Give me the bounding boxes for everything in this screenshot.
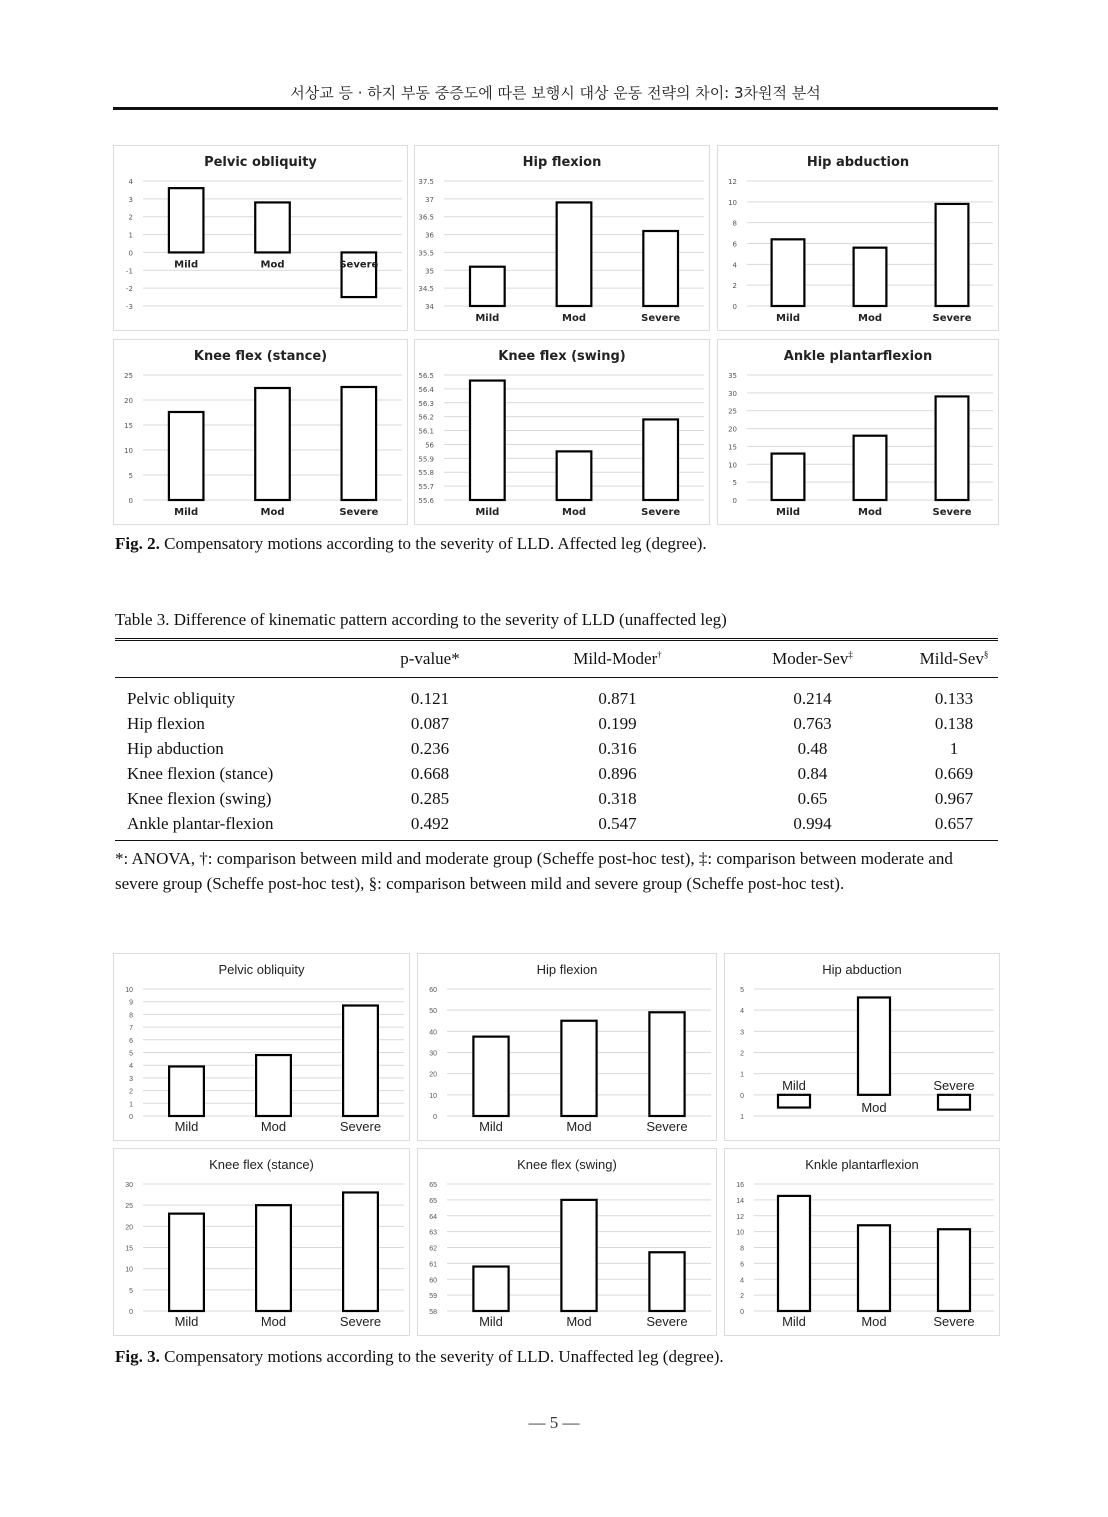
y-tick-label: 20 bbox=[728, 425, 737, 434]
y-tick-label: 0 bbox=[732, 303, 737, 311]
table-cell-label: Pelvic obliquity bbox=[127, 688, 236, 708]
y-tick-label: 35 bbox=[425, 267, 434, 276]
bar bbox=[858, 997, 890, 1094]
chart-title: Knkle plantarflexion bbox=[805, 1157, 919, 1172]
x-category-label: Mild bbox=[174, 259, 199, 271]
header-rule bbox=[113, 107, 998, 110]
y-tick-label: 7 bbox=[129, 1025, 133, 1033]
table-row bbox=[115, 711, 998, 736]
x-category-label: Mod bbox=[260, 1119, 287, 1134]
x-category-label: Mild bbox=[174, 507, 199, 518]
y-tick-label: 30 bbox=[728, 389, 737, 398]
y-tick-label: 61 bbox=[429, 1261, 437, 1269]
table-row bbox=[115, 811, 998, 841]
y-tick-label: 0 bbox=[128, 497, 133, 505]
y-tick-label: 6 bbox=[732, 240, 737, 249]
bar bbox=[936, 396, 969, 500]
chart-title: Hip flexion bbox=[536, 962, 598, 977]
y-tick-label: 1 bbox=[129, 1101, 133, 1109]
bar bbox=[470, 267, 505, 306]
table-cell: 0.763 bbox=[793, 713, 832, 733]
x-category-label: Mod bbox=[260, 259, 285, 271]
bar bbox=[561, 1021, 596, 1116]
y-tick-label: 58 bbox=[429, 1309, 437, 1316]
bar bbox=[470, 381, 505, 500]
bar bbox=[561, 1200, 596, 1311]
y-tick-label: 56.4 bbox=[418, 385, 434, 394]
bar-chart bbox=[417, 1148, 717, 1336]
table-cell: 0.967 bbox=[934, 788, 974, 808]
y-tick-label: 0 bbox=[433, 1114, 437, 1121]
bar bbox=[778, 1196, 810, 1311]
bar bbox=[854, 436, 887, 500]
y-tick-label: 50 bbox=[429, 1008, 437, 1016]
bar-chart bbox=[113, 339, 408, 525]
x-category-label: Mild bbox=[475, 507, 500, 518]
y-tick-label: 30 bbox=[125, 1182, 133, 1189]
y-tick-label: 0 bbox=[732, 497, 737, 505]
y-tick-label: 55.9 bbox=[418, 455, 434, 464]
y-tick-label: 25 bbox=[728, 407, 737, 416]
chart-title: Knee flex (swing) bbox=[517, 1157, 617, 1172]
y-tick-label: 55.6 bbox=[418, 497, 434, 505]
table-cell-label: Knee flexion (swing) bbox=[127, 788, 272, 808]
y-tick-label: 40 bbox=[429, 1029, 437, 1037]
bar bbox=[938, 1095, 970, 1110]
chart-panel bbox=[717, 145, 999, 331]
chart-panel bbox=[113, 1148, 410, 1336]
y-tick-label: 5 bbox=[129, 1287, 133, 1295]
y-tick-label: 14 bbox=[736, 1197, 744, 1205]
table-cell: 0.236 bbox=[410, 738, 450, 758]
chart-title: Hip abduction bbox=[822, 962, 902, 977]
y-tick-label: 20 bbox=[429, 1071, 437, 1079]
bar bbox=[778, 1095, 810, 1108]
bar-chart bbox=[724, 1148, 1000, 1336]
y-tick-label: 63 bbox=[429, 1229, 437, 1237]
bar bbox=[343, 1006, 378, 1116]
y-tick-label: 34.5 bbox=[418, 285, 434, 294]
table-cell: 0.896 bbox=[598, 763, 637, 783]
chart-title: Knee flex (stance) bbox=[209, 1157, 314, 1172]
figure-caption bbox=[115, 534, 707, 554]
y-tick-label: 4 bbox=[732, 261, 737, 270]
bar bbox=[649, 1252, 684, 1311]
chart-title: Pelvic obliquity bbox=[204, 155, 317, 170]
table-header-label: Mild-Moder bbox=[573, 649, 658, 668]
bar bbox=[938, 1229, 970, 1311]
chart-title: Knee flex (swing) bbox=[498, 349, 626, 364]
table-header-label: Mild-Sev bbox=[919, 649, 984, 668]
y-tick-label: 20 bbox=[125, 1224, 133, 1232]
table-cell: 0.214 bbox=[793, 688, 832, 708]
table-cell: 0.669 bbox=[934, 763, 974, 783]
y-tick-label: 59 bbox=[429, 1293, 437, 1301]
table-header-cell bbox=[340, 640, 520, 678]
bar bbox=[256, 1055, 291, 1116]
bar-chart bbox=[113, 1148, 410, 1336]
table-cell: 0.285 bbox=[410, 788, 450, 808]
table-header-empty bbox=[115, 640, 340, 678]
table-row bbox=[115, 736, 998, 761]
figure-label: Fig. 3. bbox=[115, 1347, 160, 1366]
y-tick-label: 30 bbox=[429, 1050, 437, 1058]
bar-chart bbox=[717, 145, 999, 331]
chart-panel bbox=[414, 145, 710, 331]
table-cell: 0.668 bbox=[410, 763, 450, 783]
y-tick-label: 8 bbox=[129, 1012, 133, 1020]
y-tick-label: 1 bbox=[128, 231, 133, 240]
x-category-label: Mild bbox=[776, 313, 800, 324]
bar bbox=[936, 204, 969, 306]
chart-panel bbox=[113, 145, 408, 331]
bar bbox=[256, 1205, 291, 1311]
x-category-label: Severe bbox=[339, 1119, 382, 1134]
table-header-row bbox=[115, 640, 998, 678]
table-header-label: p-value* bbox=[400, 649, 460, 668]
table-cell: 0.84 bbox=[797, 763, 828, 783]
table-cell: 0.657 bbox=[910, 811, 998, 841]
bar bbox=[169, 412, 204, 500]
x-category-label: Severe bbox=[646, 1119, 688, 1134]
y-tick-label: 5 bbox=[740, 987, 744, 994]
bar bbox=[643, 419, 678, 500]
table-header-mark: § bbox=[983, 649, 989, 660]
x-category-label: Mod bbox=[260, 1314, 287, 1329]
bar-chart bbox=[113, 145, 408, 331]
x-category-label: Severe bbox=[646, 1314, 688, 1329]
y-tick-label: 9 bbox=[129, 999, 133, 1007]
table-row bbox=[115, 761, 998, 786]
chart-panel bbox=[724, 953, 1000, 1141]
bar bbox=[643, 231, 678, 306]
y-tick-label: -2 bbox=[126, 285, 133, 294]
bar-chart bbox=[113, 953, 410, 1141]
figure-caption-text: Compensatory motions according to the severity of LLD. Unaffected leg (degree). bbox=[164, 1347, 724, 1366]
y-tick-label: 64 bbox=[429, 1213, 437, 1221]
y-tick-label: 4 bbox=[740, 1277, 744, 1285]
table-header-cell bbox=[520, 640, 715, 678]
y-tick-label: 56.2 bbox=[418, 413, 434, 422]
y-tick-label: 0 bbox=[740, 1092, 744, 1100]
y-tick-label: 2 bbox=[732, 282, 737, 291]
x-category-label: Severe bbox=[339, 259, 379, 271]
x-category-label: Severe bbox=[932, 313, 972, 324]
x-category-label: Mild bbox=[479, 1314, 503, 1329]
x-category-label: Mild bbox=[174, 1119, 199, 1134]
chart-panel bbox=[717, 339, 999, 525]
table-cell: 0.871 bbox=[598, 688, 637, 708]
y-tick-label: 3 bbox=[128, 195, 133, 204]
chart-title: Hip abduction bbox=[806, 155, 910, 170]
y-tick-label: 10 bbox=[736, 1229, 744, 1237]
x-category-label: Mod bbox=[858, 507, 882, 518]
table-footnote: *: ANOVA, †: comparison between mild and moderate group (Scheffe post-hoc test), ‡: comparison between moderate and severe group (Scheffe post-hoc test), §: comparison between mild and severe group (Scheffe post-hoc test). bbox=[115, 849, 953, 893]
y-tick-label: 5 bbox=[128, 472, 133, 480]
y-tick-label: 37 bbox=[425, 195, 434, 204]
y-tick-label: 5 bbox=[129, 1050, 133, 1058]
y-tick-label: 10 bbox=[728, 198, 737, 207]
bar bbox=[342, 387, 377, 500]
bar-chart bbox=[417, 953, 717, 1141]
bar bbox=[557, 202, 592, 306]
x-category-label: Mod bbox=[566, 1119, 592, 1134]
y-tick-label: 37.5 bbox=[418, 178, 434, 186]
table-cell: 0.547 bbox=[520, 811, 715, 841]
y-tick-label: 10 bbox=[728, 461, 737, 470]
table-cell: 0.492 bbox=[340, 811, 520, 841]
y-tick-label: 35 bbox=[728, 372, 737, 380]
x-category-label: Mod bbox=[861, 1314, 887, 1329]
y-tick-label: -1 bbox=[126, 267, 133, 276]
x-category-label: Mild bbox=[174, 1314, 199, 1329]
y-tick-label: 6 bbox=[740, 1261, 744, 1269]
y-tick-label: 0 bbox=[129, 1309, 133, 1316]
figure-caption-text: Compensatory motions according to the severity of LLD. Affected leg (degree). bbox=[164, 534, 707, 553]
bar bbox=[255, 388, 290, 500]
y-tick-label: 3 bbox=[129, 1075, 133, 1083]
y-tick-label: 12 bbox=[736, 1213, 744, 1221]
y-tick-label: 0 bbox=[740, 1309, 744, 1316]
x-category-label: Severe bbox=[933, 1077, 975, 1093]
x-category-label: Mild bbox=[782, 1077, 806, 1093]
table-cell: 0.121 bbox=[410, 688, 450, 708]
y-tick-label: 10 bbox=[124, 447, 133, 455]
y-tick-label: 56.3 bbox=[418, 399, 434, 408]
x-category-label: Mild bbox=[479, 1119, 503, 1134]
y-tick-label: 15 bbox=[125, 1245, 133, 1253]
x-category-label: Mild bbox=[776, 507, 800, 518]
y-tick-label: 60 bbox=[429, 987, 437, 994]
y-tick-label: 36 bbox=[425, 231, 434, 240]
x-category-label: Mod bbox=[858, 313, 882, 324]
y-tick-label: 62 bbox=[429, 1245, 437, 1253]
y-tick-label: 65 bbox=[429, 1197, 437, 1205]
page-number: — 5 — bbox=[528, 1413, 580, 1432]
y-tick-label: 2 bbox=[740, 1293, 744, 1301]
table-header-cell bbox=[910, 640, 998, 678]
y-tick-label: 12 bbox=[728, 178, 737, 186]
y-tick-label: 0 bbox=[128, 249, 133, 258]
y-tick-label: 56.1 bbox=[418, 427, 434, 436]
table-row bbox=[115, 786, 998, 811]
y-tick-label: 15 bbox=[124, 422, 133, 430]
chart-panel bbox=[417, 1148, 717, 1336]
table-cell: 0.65 bbox=[797, 788, 828, 808]
bar-chart bbox=[414, 145, 710, 331]
y-tick-label: 0 bbox=[129, 1114, 133, 1121]
kinematic-table bbox=[115, 638, 998, 841]
bar-chart bbox=[717, 339, 999, 525]
x-category-label: Mod bbox=[861, 1099, 887, 1115]
y-tick-label: 6 bbox=[129, 1037, 133, 1045]
bar bbox=[854, 248, 887, 306]
y-tick-label: 35.5 bbox=[418, 249, 434, 258]
chart-panel bbox=[414, 339, 710, 525]
y-tick-label: 10 bbox=[125, 1266, 133, 1274]
table-header-label: Moder-Sev bbox=[772, 649, 849, 668]
table-cell: 1 bbox=[949, 738, 959, 758]
y-tick-label: 4 bbox=[128, 178, 133, 186]
y-tick-label: 56 bbox=[425, 441, 434, 450]
bar bbox=[473, 1037, 508, 1116]
x-category-label: Mod bbox=[566, 1314, 592, 1329]
running-header: 서상교 등 · 하지 부동 중증도에 따른 보행시 대상 운동 전략의 차이: 3차원적 분석 bbox=[290, 84, 821, 102]
y-tick-label: 34 bbox=[425, 303, 434, 311]
bar bbox=[343, 1192, 378, 1311]
table-header-cell bbox=[715, 640, 910, 678]
y-tick-label: 2 bbox=[129, 1088, 133, 1096]
bar bbox=[557, 451, 592, 500]
table-cell: 0.199 bbox=[598, 713, 637, 733]
y-tick-label: 15 bbox=[728, 443, 737, 452]
x-category-label: Severe bbox=[641, 313, 681, 324]
table-cell: 0.087 bbox=[410, 713, 450, 733]
table-caption: Table 3. Difference of kinematic pattern according to the severity of LLD (unaffected leg) bbox=[115, 610, 727, 629]
bar bbox=[772, 239, 805, 306]
y-tick-label: 3 bbox=[740, 1029, 744, 1037]
y-tick-label: 1 bbox=[740, 1114, 744, 1121]
y-tick-label: 5 bbox=[732, 479, 737, 488]
y-tick-label: 10 bbox=[125, 987, 133, 994]
x-category-label: Mod bbox=[562, 313, 586, 324]
y-tick-label: 25 bbox=[125, 1203, 133, 1211]
chart-panel bbox=[113, 339, 408, 525]
x-category-label: Severe bbox=[932, 507, 972, 518]
table-row bbox=[115, 678, 998, 712]
y-tick-label: 25 bbox=[124, 372, 133, 380]
y-tick-label: 65 bbox=[429, 1182, 437, 1189]
table-cell: 0.138 bbox=[934, 713, 974, 733]
bar bbox=[649, 1012, 684, 1116]
bar bbox=[169, 188, 204, 252]
figure-caption bbox=[115, 1347, 724, 1367]
bar bbox=[255, 202, 290, 252]
y-tick-label: 2 bbox=[128, 213, 133, 222]
table-cell-label: Hip flexion bbox=[127, 713, 205, 733]
table-header-mark: ‡ bbox=[848, 649, 853, 660]
y-tick-label: 10 bbox=[429, 1092, 437, 1100]
chart-panel bbox=[724, 1148, 1000, 1336]
bar bbox=[858, 1225, 890, 1311]
table-cell: 0.133 bbox=[934, 688, 974, 708]
table-cell: 0.316 bbox=[598, 738, 637, 758]
y-tick-label: 36.5 bbox=[418, 213, 434, 222]
table-cell-label: Ankle plantar-flexion bbox=[115, 811, 340, 841]
y-tick-label: 56.5 bbox=[418, 372, 434, 380]
bar-chart bbox=[414, 339, 710, 525]
figure-label: Fig. 2. bbox=[115, 534, 160, 553]
y-tick-label: 16 bbox=[736, 1182, 744, 1189]
chart-title: Knee flex (stance) bbox=[193, 349, 328, 364]
y-tick-label: 1 bbox=[740, 1071, 744, 1079]
y-tick-label: 55.7 bbox=[418, 483, 434, 492]
chart-title: Pelvic obliquity bbox=[218, 962, 305, 977]
bar bbox=[169, 1066, 204, 1116]
table-cell-label: Hip abduction bbox=[127, 738, 224, 758]
bar bbox=[169, 1214, 204, 1311]
y-tick-label: 60 bbox=[429, 1277, 437, 1285]
table-cell: 0.48 bbox=[797, 738, 828, 758]
bar bbox=[473, 1267, 508, 1311]
y-tick-label: 4 bbox=[740, 1008, 744, 1016]
y-tick-label: 20 bbox=[124, 397, 133, 405]
y-tick-label: 2 bbox=[740, 1050, 744, 1058]
x-category-label: Severe bbox=[641, 507, 681, 518]
x-category-label: Mod bbox=[562, 507, 586, 518]
chart-title: Hip flexion bbox=[522, 155, 602, 170]
x-category-label: Mild bbox=[782, 1314, 806, 1329]
x-category-label: Severe bbox=[933, 1314, 975, 1329]
chart-panel bbox=[113, 953, 410, 1141]
chart-title: Ankle plantarflexion bbox=[783, 349, 933, 364]
y-tick-label: 8 bbox=[740, 1245, 744, 1253]
table-cell: 0.318 bbox=[598, 788, 637, 808]
x-category-label: Mod bbox=[260, 507, 285, 518]
table-cell-label: Knee flexion (stance) bbox=[127, 763, 274, 783]
x-category-label: Severe bbox=[339, 507, 379, 518]
x-category-label: Severe bbox=[339, 1314, 382, 1329]
bar-chart bbox=[724, 953, 1000, 1141]
y-tick-label: 55.8 bbox=[418, 469, 434, 478]
bar bbox=[772, 454, 805, 500]
y-tick-label: -3 bbox=[126, 303, 133, 311]
y-tick-label: 8 bbox=[732, 219, 737, 228]
table-header-mark: † bbox=[657, 649, 662, 660]
x-category-label: Mild bbox=[475, 313, 500, 324]
table-cell: 0.994 bbox=[715, 811, 910, 841]
y-tick-label: 4 bbox=[129, 1063, 133, 1071]
chart-panel bbox=[417, 953, 717, 1141]
